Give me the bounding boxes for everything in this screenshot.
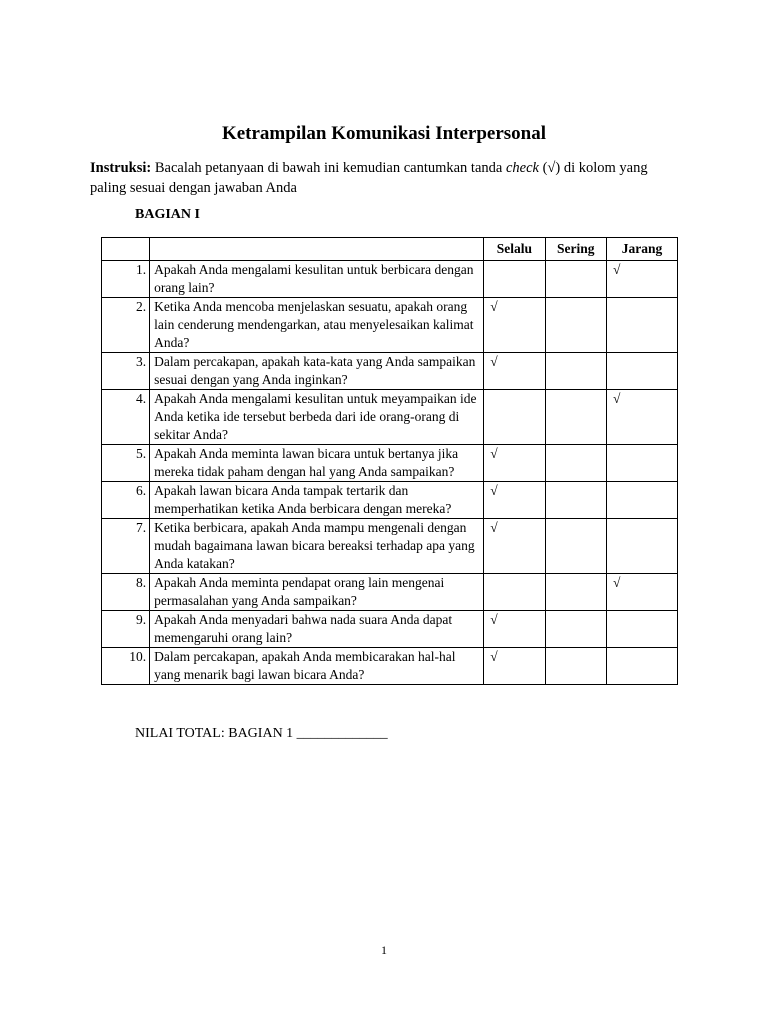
row-question: Ketika Anda mencoba menjelaskan sesuatu, apakah orang lain cenderung mendengarkan, atau menyelesaikan kalimat Anda? — [150, 298, 484, 353]
page-title: Ketrampilan Komunikasi Interpersonal — [221, 123, 547, 144]
table-row — [102, 261, 678, 298]
cell-sering — [545, 611, 606, 648]
cell-selalu — [484, 390, 545, 445]
header-sering: Sering — [545, 238, 606, 261]
cell-jarang — [607, 482, 678, 519]
cell-selalu: √ — [484, 353, 545, 390]
row-number: 2. — [102, 298, 150, 353]
instructions — [90, 158, 680, 198]
table-row — [102, 648, 678, 685]
cell-jarang: √ — [607, 574, 678, 611]
row-question: Apakah Anda mengalami kesulitan untuk berbicara dengan orang lain? — [150, 261, 484, 298]
table-header-row — [102, 238, 678, 261]
questionnaire-table — [101, 237, 678, 685]
row-question: Ketika berbicara, apakah Anda mampu mengenali dengan mudah bagaimana lawan bicara bereaksi terhadap apa yang Anda katakan? — [150, 519, 484, 574]
row-number: 7. — [102, 519, 150, 574]
row-number: 8. — [102, 574, 150, 611]
cell-selalu: √ — [484, 611, 545, 648]
cell-sering — [545, 353, 606, 390]
header-number — [102, 238, 150, 261]
row-number: 9. — [102, 611, 150, 648]
cell-sering — [545, 648, 606, 685]
total-score-label: NILAI TOTAL: BAGIAN 1 _____________ — [135, 726, 388, 741]
table-row — [102, 390, 678, 445]
cell-sering — [545, 298, 606, 353]
page-number: 1 — [381, 943, 387, 957]
cell-jarang — [607, 519, 678, 574]
cell-selalu: √ — [484, 482, 545, 519]
row-number: 6. — [102, 482, 150, 519]
cell-selalu: √ — [484, 519, 545, 574]
table-row — [102, 519, 678, 574]
row-number: 4. — [102, 390, 150, 445]
instructions-text-after: (√) di kolom yang paling sesuai dengan jawaban Anda — [90, 160, 648, 196]
row-number: 5. — [102, 445, 150, 482]
header-selalu: Selalu — [484, 238, 545, 261]
table-row — [102, 611, 678, 648]
row-number: 1. — [102, 261, 150, 298]
header-question — [150, 238, 484, 261]
cell-sering — [545, 445, 606, 482]
table-row — [102, 574, 678, 611]
row-number: 3. — [102, 353, 150, 390]
cell-jarang — [607, 353, 678, 390]
row-question: Dalam percakapan, apakah Anda membicarakan hal-hal yang menarik bagi lawan bicara Anda? — [150, 648, 484, 685]
cell-selalu: √ — [484, 648, 545, 685]
header-jarang: Jarang — [607, 238, 678, 261]
table-row — [102, 482, 678, 519]
cell-jarang: √ — [607, 261, 678, 298]
row-question: Apakah Anda meminta lawan bicara untuk bertanya jika mereka tidak paham dengan hal yang Anda sampaikan? — [150, 445, 484, 482]
cell-jarang — [607, 445, 678, 482]
cell-selalu — [484, 574, 545, 611]
table-body — [102, 261, 678, 685]
table-row — [102, 353, 678, 390]
cell-jarang — [607, 298, 678, 353]
cell-selalu — [484, 261, 545, 298]
cell-selalu: √ — [484, 298, 545, 353]
cell-jarang — [607, 648, 678, 685]
instructions-italic: check — [505, 160, 539, 176]
row-question: Apakah Anda menyadari bahwa nada suara Anda dapat memengaruhi orang lain? — [150, 611, 484, 648]
cell-sering — [545, 574, 606, 611]
cell-sering — [545, 519, 606, 574]
row-number: 10. — [102, 648, 150, 685]
cell-sering — [545, 390, 606, 445]
row-question: Dalam percakapan, apakah kata-kata yang Anda sampaikan sesuai dengan yang Anda inginkan? — [150, 353, 484, 390]
cell-selalu: √ — [484, 445, 545, 482]
cell-jarang — [607, 611, 678, 648]
instructions-label: Instruksi: — [90, 160, 152, 176]
cell-sering — [545, 482, 606, 519]
section-label: BAGIAN I — [135, 207, 200, 222]
cell-jarang: √ — [607, 390, 678, 445]
row-question: Apakah Anda mengalami kesulitan untuk meyampaikan ide Anda ketika ide tersebut berbeda dari ide orang-orang di sekitar Anda? — [150, 390, 484, 445]
row-question: Apakah Anda meminta pendapat orang lain mengenai permasalahan yang Anda sampaikan? — [150, 574, 484, 611]
table-row — [102, 445, 678, 482]
instructions-text-before: Bacalah petanyaan di bawah ini kemudian cantumkan tanda — [151, 160, 506, 176]
table-row — [102, 298, 678, 353]
row-question: Apakah lawan bicara Anda tampak tertarik dan memperhatikan ketika Anda berbicara dengan mereka? — [150, 482, 484, 519]
cell-sering — [545, 261, 606, 298]
